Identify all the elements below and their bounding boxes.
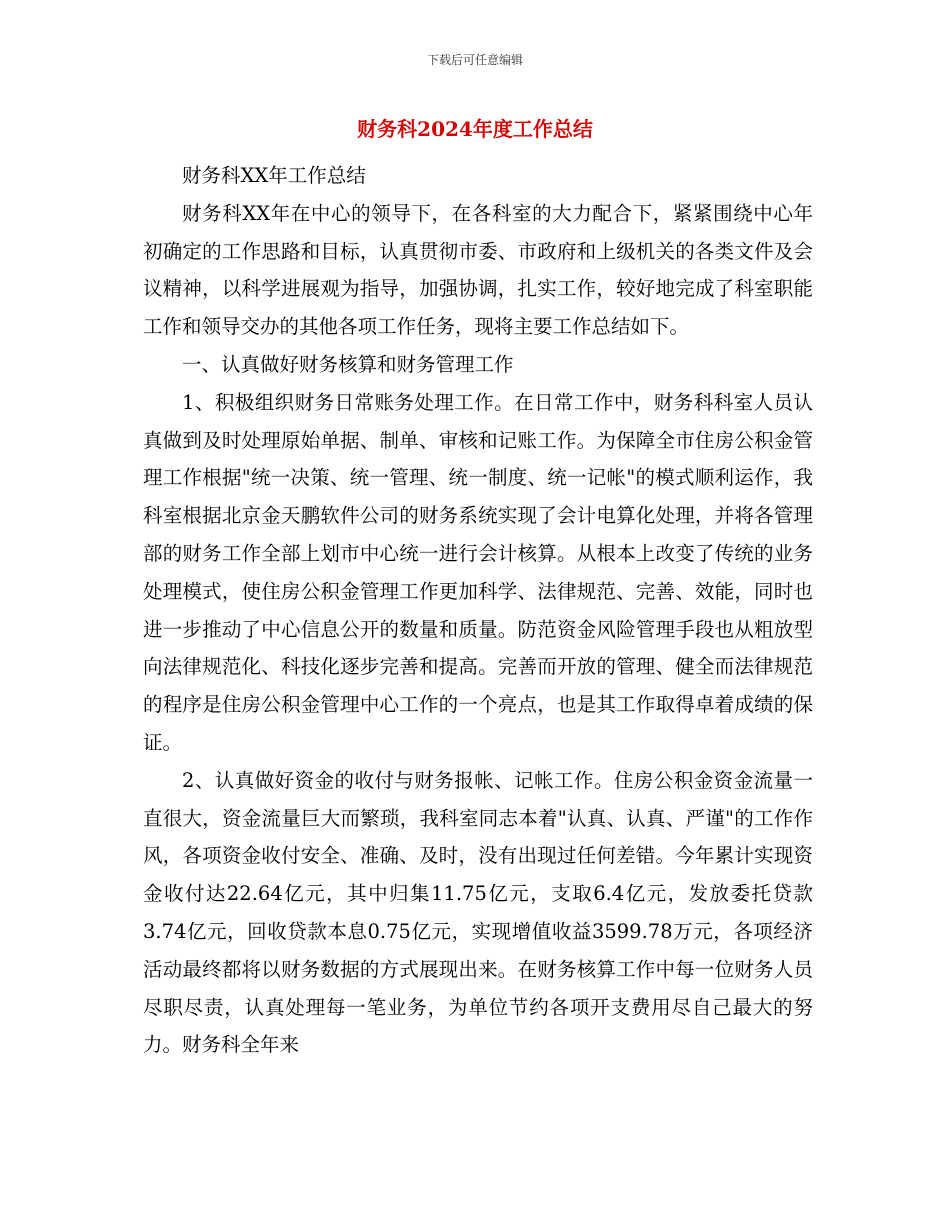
paragraph-item-1: 1、积极组织财务日常账务处理工作。在日常工作中，财务科科室人员认真做到及时处理原始单据、制单、审核和记账工作。为保障全市住房公积金管理工作根据"统一决策、统一管理、统一制度、统一记帐"的模式顺利运作，我科室根据北京金天鹏软件公司的财务系统实现了会计电算化处理，并将各管理部的财务工作全部上划市中心统一进行会计核算。从根本上改变了传统的业务处理模式，使住房公积金管理工作更加科学、法律规范、完善、效能，同时也进一步推动了中心信息公开的数量和质量。防范资金风险管理手段也从粗放型向法律规范化、科技化逐步完善和提高。完善而开放的管理、健全而法律规范的程序是住房公积金管理中心工作的一个亮点，也是其工作取得卓着成绩的保证。 xyxy=(143,390,813,754)
paragraph-intro: 财务科XX年在中心的领导下，在各科室的大力配合下，紧紧围绕中心年初确定的工作思路和目标，认真贯彻市委、市政府和上级机关的各类文件及会议精神，以科学进展观为指导，加强协调，扎实工作，较好地完成了科室职能工作和领导交办的其他各项工作任务，现将主要工作总结如下。 xyxy=(143,201,813,339)
page-header-note: 下载后可任意编辑 xyxy=(426,53,523,67)
document-title: 财务科2024年度工作总结 xyxy=(357,117,593,141)
paragraph-subtitle: 财务科XX年工作总结 xyxy=(182,164,366,187)
section-heading-1: 一、认真做好财务核算和财务管理工作 xyxy=(182,352,514,376)
document-body xyxy=(143,157,813,1064)
paragraph-item-2: 2、认真做好资金的收付与财务报帐、记帐工作。住房公积金资金流量一直很大，资金流量巨大而繁琐，我科室同志本着"认真、认真、严谨"的工作作风，各项资金收付安全、准确、及时，没有出现过任何差错。今年累计实现资金收付达22.64亿元，其中归集11.75亿元，支取6.4亿元，发放委托贷款3.74亿元，回收贷款本息0.75亿元，实现增值收益3599.78万元，各项经济活动最终都将以财务数据的方式展现出来。在财务核算工作中每一位财务人员尽职尽责，认真处理每一笔业务，为单位节约各项开支费用尽自己最大的努力。财务科全年来 xyxy=(143,768,813,1057)
